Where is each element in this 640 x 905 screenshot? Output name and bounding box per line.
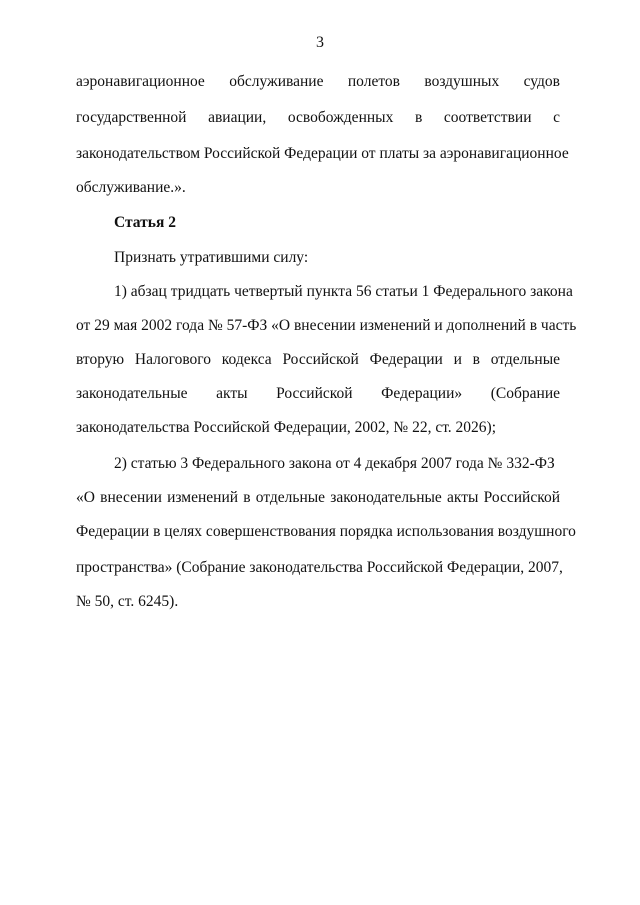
item-1-line: от 29 мая 2002 года № 57-ФЗ «О внесении изменений и дополнений в часть (76, 317, 577, 334)
article-heading: Статья 2 (114, 214, 176, 231)
item-1-line: 1) абзац тридцать четвертый пункта 56 статьи 1 Федерального закона (114, 283, 573, 300)
text-line: обслуживание.». (76, 179, 186, 196)
item-2-line: Федерации в целях совершенствования порядка использования воздушного (76, 523, 576, 540)
text-line: аэронавигационное обслуживание полетов воздушных судов (76, 73, 560, 90)
item-2-line: пространства» (Собрание законодательства Российской Федерации, 2007, (76, 559, 563, 576)
text-line: законодательством Российской Федерации от платы за аэронавигационное (76, 145, 569, 162)
item-2-line: «О внесении изменений в отдельные законодательные акты Российской (76, 489, 560, 506)
item-2-line: 2) статью 3 Федерального закона от 4 декабря 2007 года № 332-ФЗ (114, 455, 555, 472)
item-1-line: вторую Налогового кодекса Российской Федерации и в отдельные (76, 351, 560, 368)
page-number: 3 (316, 34, 324, 51)
item-1-line: законодательные акты Российской Федерации» (Собрание (76, 385, 560, 402)
item-2-line: № 50, ст. 6245). (76, 593, 179, 610)
article-intro: Признать утратившими силу: (114, 249, 309, 266)
item-1-line: законодательства Российской Федерации, 2002, № 22, ст. 2026); (76, 419, 497, 436)
text-line: государственной авиации, освобожденных в соответствии с (76, 109, 560, 126)
